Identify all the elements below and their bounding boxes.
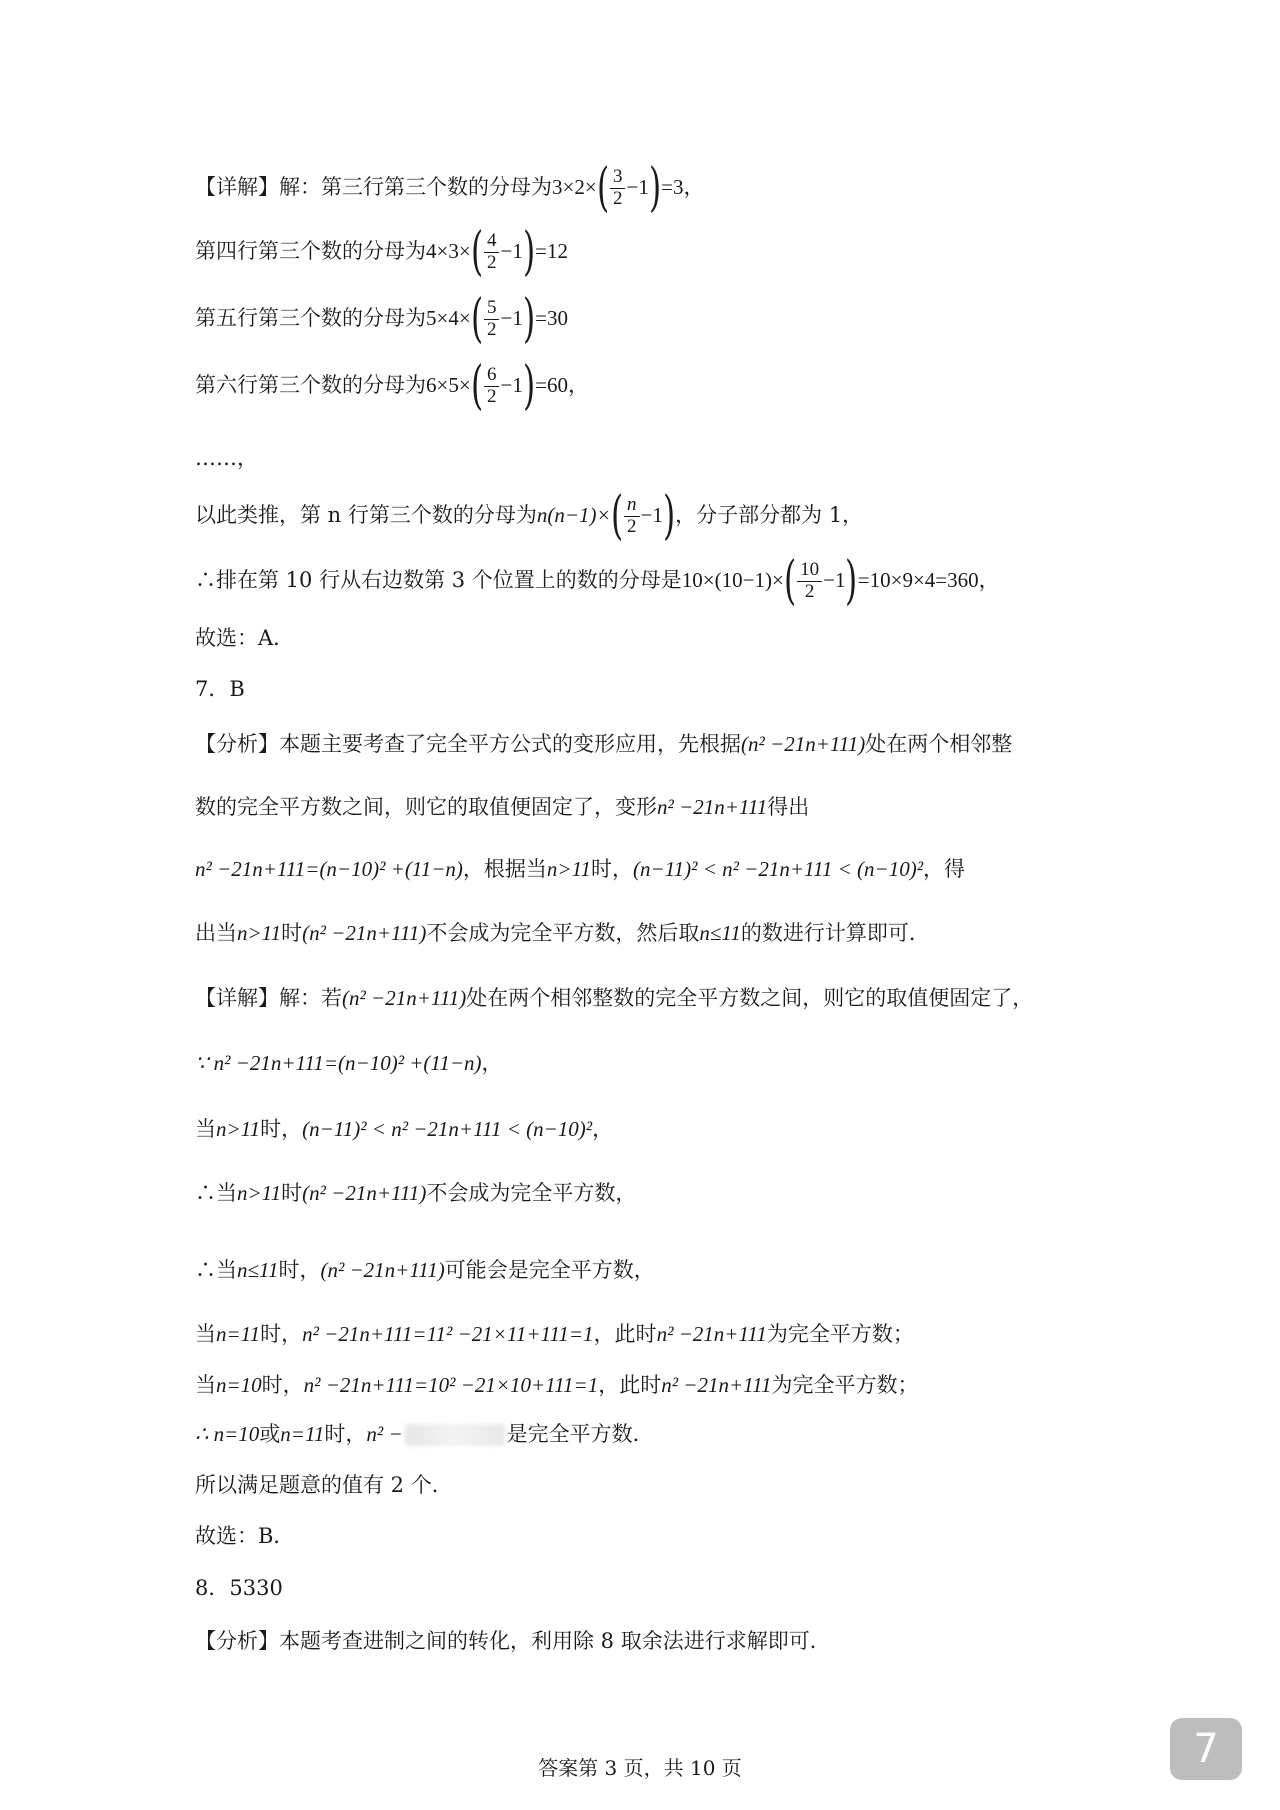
math: n>11 [237,1181,282,1205]
math: −1 [640,503,663,528]
right-paren: ) [662,486,676,546]
math: (n−11)² < n² −21n+111 < (n−10)² [302,1117,593,1141]
text: ，根据当 [462,857,547,881]
solution-line-row4 [195,222,568,282]
math: n² −21n+111=(n−10)² +(11−n) [195,857,463,881]
math: n>11 [237,921,282,945]
detail-line-3 [195,1117,613,1142]
text: 第六行第三个数的分母为 [195,373,426,398]
detail-line-7 [195,1373,919,1398]
right-paren: ) [522,222,536,282]
text: 【详解】解：若 [195,986,342,1010]
math: n² −21n+111=11² −21×11+111=1 [302,1322,594,1346]
math: 6×5× [426,373,471,398]
question-8-answer [195,1576,283,1601]
page-number-badge[interactable]: 7 [1170,1718,1242,1780]
text: 出当 [195,921,237,945]
text: 时， [324,1422,367,1446]
text: ∴当 [195,1258,237,1282]
right-paren: ) [522,356,536,416]
math: −1 [823,568,846,593]
math: (n² −21n+111) [342,986,467,1010]
math: ∵ n² −21n+111=(n−10)² +(11−n) [195,1051,482,1075]
numerator: 5 [484,298,500,320]
math: =60 [535,373,568,398]
detail-line-5 [195,1258,655,1283]
text: 时 [281,1181,303,1205]
text: 【分析】本题主要考查了完全平方公式的变形应用，先根据 [195,732,741,756]
answer-choice-a [195,626,294,651]
left-paren: ( [470,289,483,349]
text: 可能会是完全平方数， [444,1258,655,1282]
math: ∴ n=10 [195,1422,260,1446]
answer-choice-b [195,1524,294,1549]
text: ， [592,1117,614,1141]
detail-line-4 [195,1181,636,1206]
math: n² −21n+111=10² −21×10+111=1 [303,1373,599,1397]
left-paren: ( [470,356,483,416]
math: 4×3× [426,239,471,264]
detail-line-6 [195,1322,914,1347]
solution-line-row5 [195,289,568,349]
text: 为完全平方数； [766,1322,914,1346]
text: 当 [195,1322,216,1346]
math: −1 [626,175,649,200]
denominator: 2 [804,580,815,602]
numerator: n [624,495,640,517]
math: n² −21n+111 [657,795,768,819]
denominator: 2 [486,251,497,273]
text: ， [683,175,705,200]
math: n(n−1)× [536,503,611,528]
text: 或 [259,1422,281,1446]
fraction [484,365,500,408]
detail-line-1 [195,986,1033,1011]
detail-line-2 [195,1051,503,1076]
analysis-line-4 [195,921,930,946]
text: 数的完全平方数之间，则它的取值便固定了，变形 [195,795,657,819]
text: 7．B [195,677,245,701]
math: (n−11)² < n² −21n+111 < (n−10)² [633,857,924,881]
text: ……， [195,446,258,470]
blurred-region [405,1424,505,1446]
text: 时， [591,857,634,881]
text: 故选：A． [195,626,295,650]
math: n² − [366,1422,403,1446]
math: (n² −21n+111) [320,1258,445,1282]
fraction [797,560,822,603]
left-paren: ( [783,551,797,611]
text: 故选：B． [195,1524,295,1548]
text: 时， [278,1258,321,1282]
math: 10×(10−1)× [681,568,784,593]
fraction [624,495,640,538]
right-paren: ) [522,289,536,349]
text: 的数进行计算即可． [740,921,930,945]
numerator: 3 [610,167,626,189]
numerator: 6 [484,365,500,387]
solution-line-row6 [195,356,589,416]
text: 处在两个相邻整 [865,732,1013,756]
text: 【分析】本题考查进制之间的转化，利用除 8 取余法进行求解即可． [195,1629,831,1653]
denominator: 2 [612,187,623,209]
text: 不会成为完全平方数，然后取 [426,921,700,945]
left-paren: ( [596,158,609,218]
text: 时， [260,1322,303,1346]
math: n=11 [280,1422,325,1446]
math: (n² −21n+111) [302,921,427,945]
ellipsis-line [195,446,258,471]
fraction [610,167,626,210]
math: n=10 [216,1373,262,1397]
math: n≤11 [699,921,741,945]
math: n² −21n+111 [661,1373,772,1397]
math: 5×4× [426,306,471,331]
text: ∴当 [195,1181,237,1205]
detail-line-8 [195,1422,654,1447]
text: 第四行第三个数的分母为 [195,239,426,264]
left-paren: ( [610,486,623,546]
math: 3×2× [552,175,597,200]
text: 以此类推，第 n 行第三个数的分母为 [195,503,537,528]
right-paren: ) [845,551,858,611]
text: ，得 [923,857,966,881]
text: 时， [261,1373,304,1397]
text: ， [567,373,589,398]
text: 得出 [767,795,810,819]
math: (n² −21n+111) [741,732,866,756]
solution-line-conclusion [195,551,1000,611]
text: ， [978,568,1000,593]
denominator: 2 [486,385,497,407]
text: 【详解】解：第三行第三个数的分母为 [195,175,552,200]
text: 为完全平方数； [771,1373,919,1397]
text: ∴排在第 10 行从右边数第 3 个位置上的数的分母是 [195,568,682,593]
analysis-line-1 [195,732,1012,757]
text: ，此时 [598,1373,662,1397]
math: =30 [535,306,568,331]
math: (n² −21n+111) [302,1181,427,1205]
math: =10×9×4=360 [857,568,979,593]
denominator: 2 [627,515,637,537]
page-footer: 答案第 3 页，共 10 页 [538,1756,742,1780]
text: 所以满足题意的值有 2 个． [195,1473,453,1497]
text: ， [481,1051,503,1075]
math: =3 [661,175,684,200]
math: −1 [500,373,523,398]
math: −1 [500,239,523,264]
solution-line-row3 [195,158,705,218]
left-paren: ( [470,222,483,282]
math: n≤11 [237,1258,279,1282]
text: 时 [281,921,303,945]
text: 当 [195,1117,216,1141]
math: n² −21n+111 [656,1322,767,1346]
math: n>11 [216,1117,261,1141]
analysis-q8 [195,1629,831,1654]
solution-line-general [195,486,864,546]
math: −1 [500,306,523,331]
text: 是完全平方数． [506,1422,654,1446]
numerator: 10 [797,560,822,582]
right-paren: ) [648,158,662,218]
text: 8．5330 [195,1576,283,1600]
math: n=11 [216,1322,261,1346]
numerator: 4 [484,231,500,253]
question-7-answer [195,677,245,702]
analysis-line-2 [195,795,809,820]
denominator: 2 [486,318,497,340]
math: n>11 [546,857,592,881]
text: 当 [195,1373,216,1397]
text: ，此时 [593,1322,657,1346]
detail-summary [195,1473,453,1498]
math: =12 [535,239,568,264]
text: 不会成为完全平方数， [426,1181,637,1205]
text: 时， [260,1117,303,1141]
fraction [484,231,500,274]
analysis-line-3 [195,857,965,882]
text: 第五行第三个数的分母为 [195,306,426,331]
text: ，分子部分都为 1， [675,503,864,528]
text: 处在两个相邻整数的完全平方数之间，则它的取值便固定了， [466,986,1034,1010]
fraction [484,298,500,341]
